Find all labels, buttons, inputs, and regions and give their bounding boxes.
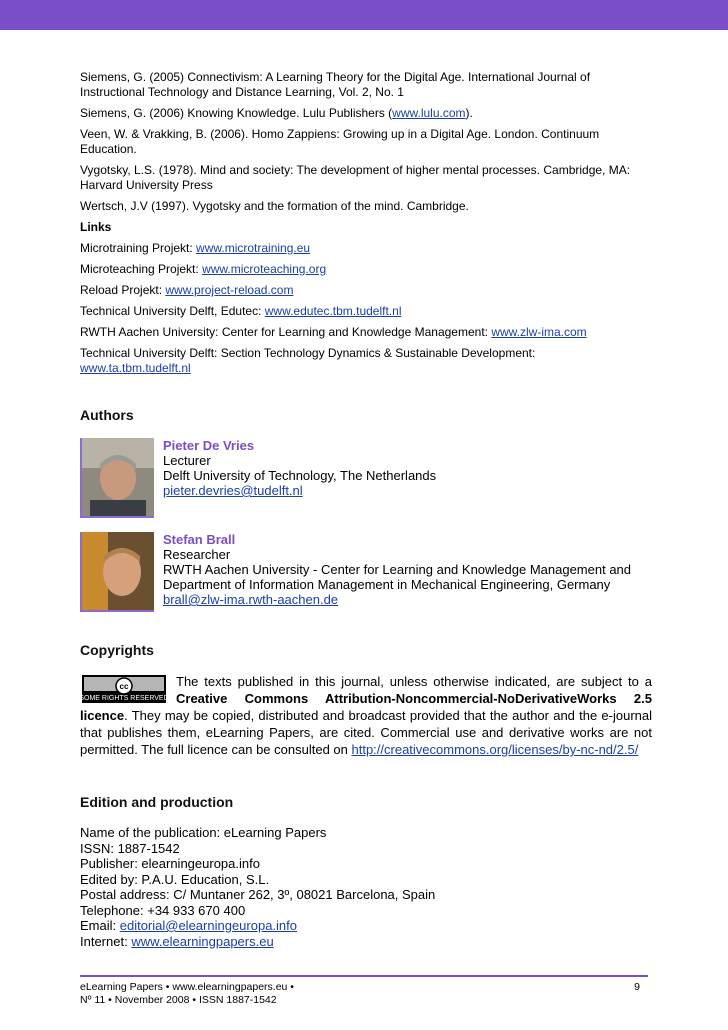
link-label: Microtraining Projekt: [80, 241, 197, 255]
links-heading: Links [80, 220, 112, 234]
author-email-link[interactable]: brall@zlw-ima.rwth-aachen.de [163, 592, 339, 607]
author-name: Pieter De Vries [163, 438, 255, 453]
author-role: Researcher [163, 547, 231, 562]
copyrights-heading: Copyrights [80, 642, 154, 658]
reference-item: Vygotsky, L.S. (1978). Mind and society: The development of higher mental processes. Cambridge, MA: Harvard University Press [80, 163, 631, 192]
author-info [163, 532, 631, 607]
references-section [80, 70, 655, 382]
link-item-microtraining [80, 241, 655, 256]
author-photo [80, 532, 154, 612]
reference-text: Siemens, G. (2006) Knowing Knowledge. Lulu Publishers ( [80, 106, 393, 120]
author-card-brall [80, 532, 655, 614]
internet-row [80, 934, 435, 950]
reference-item [80, 106, 655, 121]
link-item-microteaching [80, 262, 655, 277]
link-item-zlw [80, 325, 655, 340]
reference-text-end: ). [465, 106, 473, 120]
author-affiliation: RWTH Aachen University - Center for Learning and Knowledge Management and [163, 562, 632, 577]
link-item-reload [80, 283, 655, 298]
publication-name: Name of the publication: eLearning Papers [80, 825, 327, 840]
link-label: Reload Projekt: [80, 283, 166, 297]
postal-address: Postal address: C/ Muntaner 262, 3º, 08021 Barcelona, Spain [80, 887, 436, 902]
reference-item: Wertsch, J.V (1997). Vygotsky and the formation of the mind. Cambridge. [80, 199, 469, 213]
reference-item: Veen, W. & Vrakking, B. (2006). Homo Zappiens: Growing up in a Digital Age. London. Continuum Education. [80, 127, 600, 156]
author-department: Department of Information Management in Mechanical Engineering, Germany [163, 577, 611, 592]
reload-link[interactable]: www.project-reload.com [165, 283, 294, 297]
edition-details [80, 825, 435, 949]
email-row [80, 918, 435, 934]
page-number: 9 [634, 981, 640, 993]
copyright-intro: The texts published in this journal, unless otherwise indicated, are subject to a [176, 674, 652, 689]
link-label: Technical University Delft: Section Technology Dynamics & Sustainable Development: [80, 346, 536, 360]
reference-item: Siemens, G. (2005) Connectivism: A Learning Theory for the Digital Age. International Journal of Instructional Technology and Distance Learning, Vol. 2, No. 1 [80, 70, 591, 99]
author-affiliation: Delft University of Technology, The Netherlands [163, 468, 437, 483]
ta-tbm-link[interactable]: www.ta.tbm.tudelft.nl [80, 361, 191, 375]
edition-heading: Edition and production [80, 794, 234, 810]
website-link[interactable]: www.elearningpapers.eu [131, 933, 274, 949]
link-label: RWTH Aachen University: Center for Learning and Knowledge Management: [80, 325, 492, 339]
licence-link[interactable]: http://creativecommons.org/licenses/by-nc-nd/2.5/ [351, 742, 639, 757]
edutec-link[interactable]: www.edutec.tbm.tudelft.nl [264, 304, 402, 318]
copyright-body: . They may be copied, distributed and broadcast provided that the author and the e-journal that publishes them, eLearning Papers, are cited. Commercial use and derivative works are not permitted. The full licence can be consulted on [80, 708, 652, 757]
lulu-link[interactable]: www.lulu.com [392, 106, 466, 120]
cc-logo-icon: cc [119, 682, 129, 691]
link-label: Microteaching Projekt: [80, 262, 203, 276]
footer-line-2: Nº 11 • November 2008 • ISSN 1887-1542 [80, 994, 277, 1006]
author-card-devries [80, 438, 655, 520]
microtraining-link[interactable]: www.microtraining.eu [196, 241, 311, 255]
link-item-ta-tbm [80, 346, 655, 376]
editorial-email-link[interactable]: editorial@elearningeuropa.info [119, 918, 297, 933]
email-label: Email: [80, 918, 120, 933]
author-email-link[interactable]: pieter.devries@tudelft.nl [163, 483, 303, 498]
links-section [80, 220, 655, 376]
publisher: Publisher: elearningeuropa.info [80, 856, 260, 871]
top-banner [0, 0, 728, 30]
footer-line-1: eLearning Papers • www.elearningpapers.eu • [80, 981, 294, 993]
author-role: Lecturer [163, 453, 211, 468]
author-photo [80, 438, 154, 518]
link-label: Technical University Delft, Edutec: [80, 304, 265, 318]
telephone: Telephone: +34 933 670 400 [80, 902, 246, 918]
link-item-edutec [80, 304, 655, 319]
page-footer [80, 981, 640, 1007]
footer-divider [80, 975, 648, 977]
author-name: Stefan Brall [163, 532, 236, 547]
copyright-text [80, 673, 652, 758]
microteaching-link[interactable]: www.microteaching.org [202, 262, 327, 276]
creative-commons-badge[interactable] [82, 675, 166, 703]
author-info [163, 438, 436, 498]
issn: ISSN: 1887-1542 [80, 840, 180, 856]
licence-name: Creative Commons Attribution-Noncommercial-NoDerivativeWorks 2.5 licence [80, 691, 652, 723]
authors-heading: Authors [80, 407, 134, 423]
zlw-link[interactable]: www.zlw-ima.com [491, 325, 587, 339]
badge-text: SOME RIGHTS RESERVED [82, 695, 166, 702]
internet-label: Internet: [80, 933, 132, 949]
editor: Edited by: P.A.U. Education, S.L. [80, 871, 270, 887]
